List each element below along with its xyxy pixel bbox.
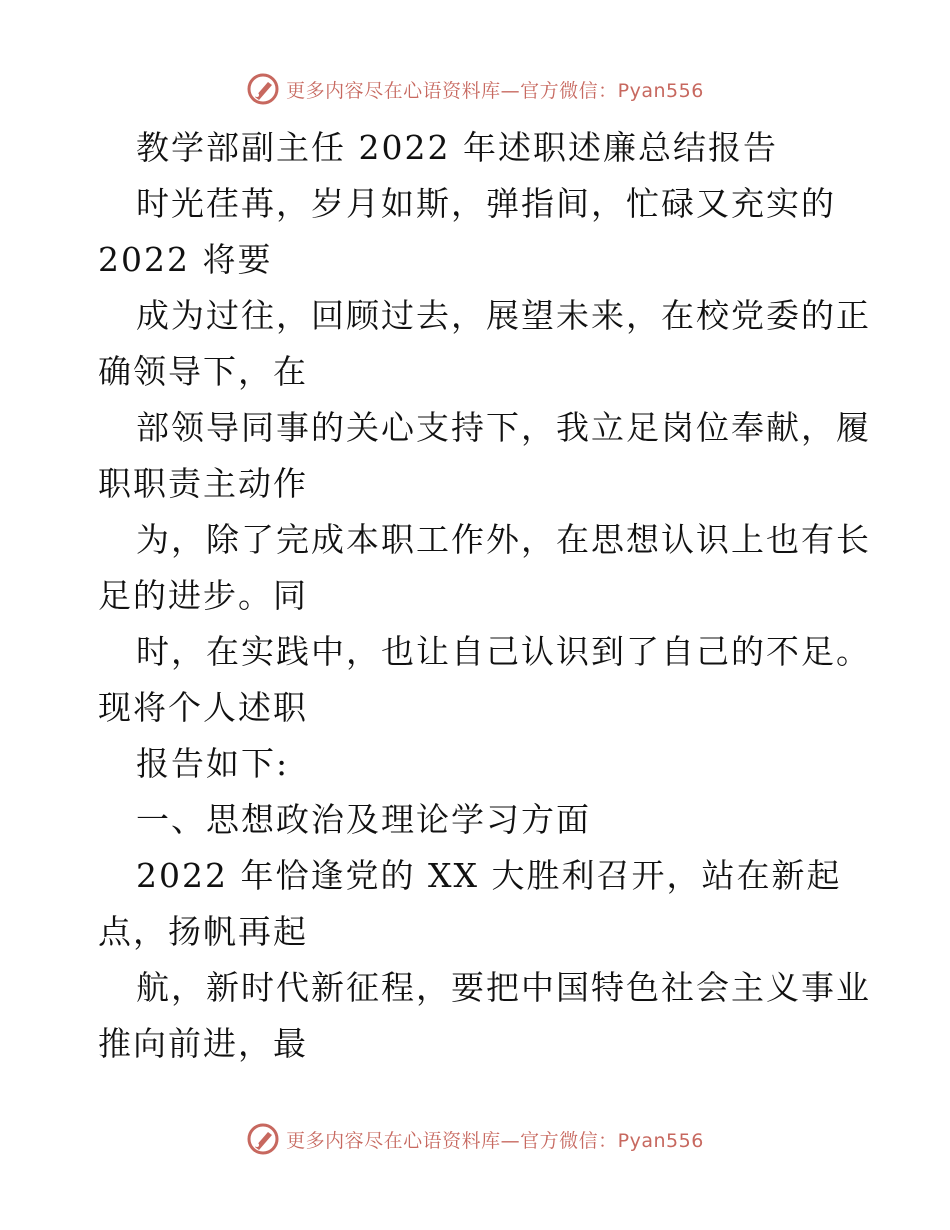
paragraph-line: 2022 年恰逢党的 XX 大胜利召开，站在新起: [136, 856, 842, 895]
paragraph-line: 点，扬帆再起: [98, 912, 308, 951]
paragraph-line: 部领导同事的关心支持下，我立足岗位奉献，履: [136, 408, 871, 447]
paragraph-line: 确领导下，在: [98, 352, 308, 391]
document-body: [98, 120, 871, 1072]
paragraph-line: 足的进步。同: [98, 576, 308, 615]
paragraph-line: 职职责主动作: [98, 464, 308, 503]
paragraph-line: 时，在实践中，也让自己认识到了自己的不足。: [136, 632, 871, 671]
paragraph-line: 现将个人述职: [98, 688, 308, 727]
section-heading: 一、思想政治及理论学习方面: [136, 800, 591, 839]
document-title: 教学部副主任 2022 年述职述廉总结报告: [136, 128, 778, 167]
paragraph-line: 报告如下:: [136, 744, 290, 783]
paragraph-line: 为，除了完成本职工作外，在思想认识上也有长: [136, 520, 871, 559]
watermark-text: 更多内容尽在心语资料库—官方微信：Pyan556: [286, 1129, 704, 1152]
pen-logo-icon: [246, 1122, 280, 1156]
paragraph-line: 时光荏苒，岁月如斯，弹指间，忙碌又充实的: [136, 184, 836, 223]
paragraph-line: 2022 将要: [98, 240, 273, 279]
header-watermark: [0, 72, 950, 106]
footer-watermark: [0, 1122, 950, 1156]
paragraph-line: 航，新时代新征程，要把中国特色社会主义事业: [136, 968, 871, 1007]
watermark-text: 更多内容尽在心语资料库—官方微信：Pyan556: [286, 79, 704, 102]
pen-logo-icon: [246, 72, 280, 106]
paragraph-line: 成为过往，回顾过去，展望未来，在校党委的正: [136, 296, 871, 335]
paragraph-line: 推向前进，最: [98, 1024, 308, 1063]
